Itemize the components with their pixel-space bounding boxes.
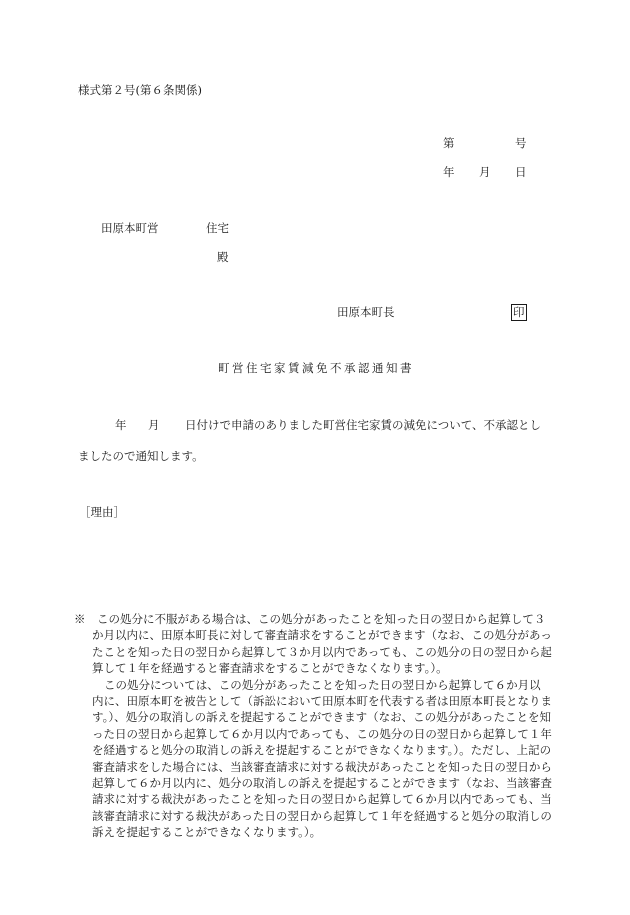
form-label: 様式第２号(第６条関係) [78, 83, 202, 97]
appeal-notice [74, 611, 552, 841]
date-month: 月 [479, 165, 491, 179]
body-line-1: 日付けで申請のありました町営住宅家賃の減免について、不承認とし [185, 418, 542, 432]
body-month: 月 [148, 418, 160, 432]
document-title: 町営住宅家賃減免不承認通知書 [218, 361, 414, 375]
recipient-honorific: 殿 [217, 250, 229, 264]
date-year: 年 [443, 165, 455, 179]
body-line-2: ましたので通知します。 [78, 449, 204, 463]
recipient-suffix: 住宅 [206, 221, 229, 235]
doc-number-suffix: 号 [515, 136, 527, 150]
body-year: 年 [115, 418, 127, 432]
notice-paragraph-1: ※ この処分に不服がある場合は、この処分があったことを知った日の翌日から起算して３か月以内に、田原本町長に対して審査請求をすることができます（なお、この処分があったことを知った日の翌日から起算して３か月以内であっても、この処分の日の翌日から起算して１年を経過すると審査請求をすることができなくなります。）。 [74, 612, 552, 676]
recipient-prefix: 田原本町営 [101, 221, 159, 235]
issuer-name: 田原本町長 [337, 305, 395, 319]
doc-number-prefix: 第 [443, 136, 455, 150]
seal-label: 印 [513, 305, 525, 319]
notice-paragraph-2: この処分については、この処分があったことを知った日の翌日から起算して６か月以内に、田原本町を被告として（訴訟において田原本町を代表する者は田原本町長となります。）、処分の取消しの訴えを提起することができます（なお、この処分があったことを知った日の翌日から起算して６か月以内であっても、この処分の日の翌日から起算して１年を経過すると処分の取消しの訴えを提起することができなくなります。）。ただし、上記の審査請求をした場合には、当該審査請求に対する裁決があったことを知った日の翌日から起算して６か月以内に、処分の取消しの訴えを提起することができます（なお、当該審査請求に対する裁決があったことを知った日の翌日から起算して６か月以内であっても、当該審査請求に対する裁決があった日の翌日から起算して１年を経過すると処分の取消しの訴えを提起することができなくなります。）。 [92, 677, 552, 840]
date-day: 日 [515, 165, 527, 179]
seal-mark [511, 304, 527, 321]
reason-label: ［理由］ [79, 505, 125, 519]
